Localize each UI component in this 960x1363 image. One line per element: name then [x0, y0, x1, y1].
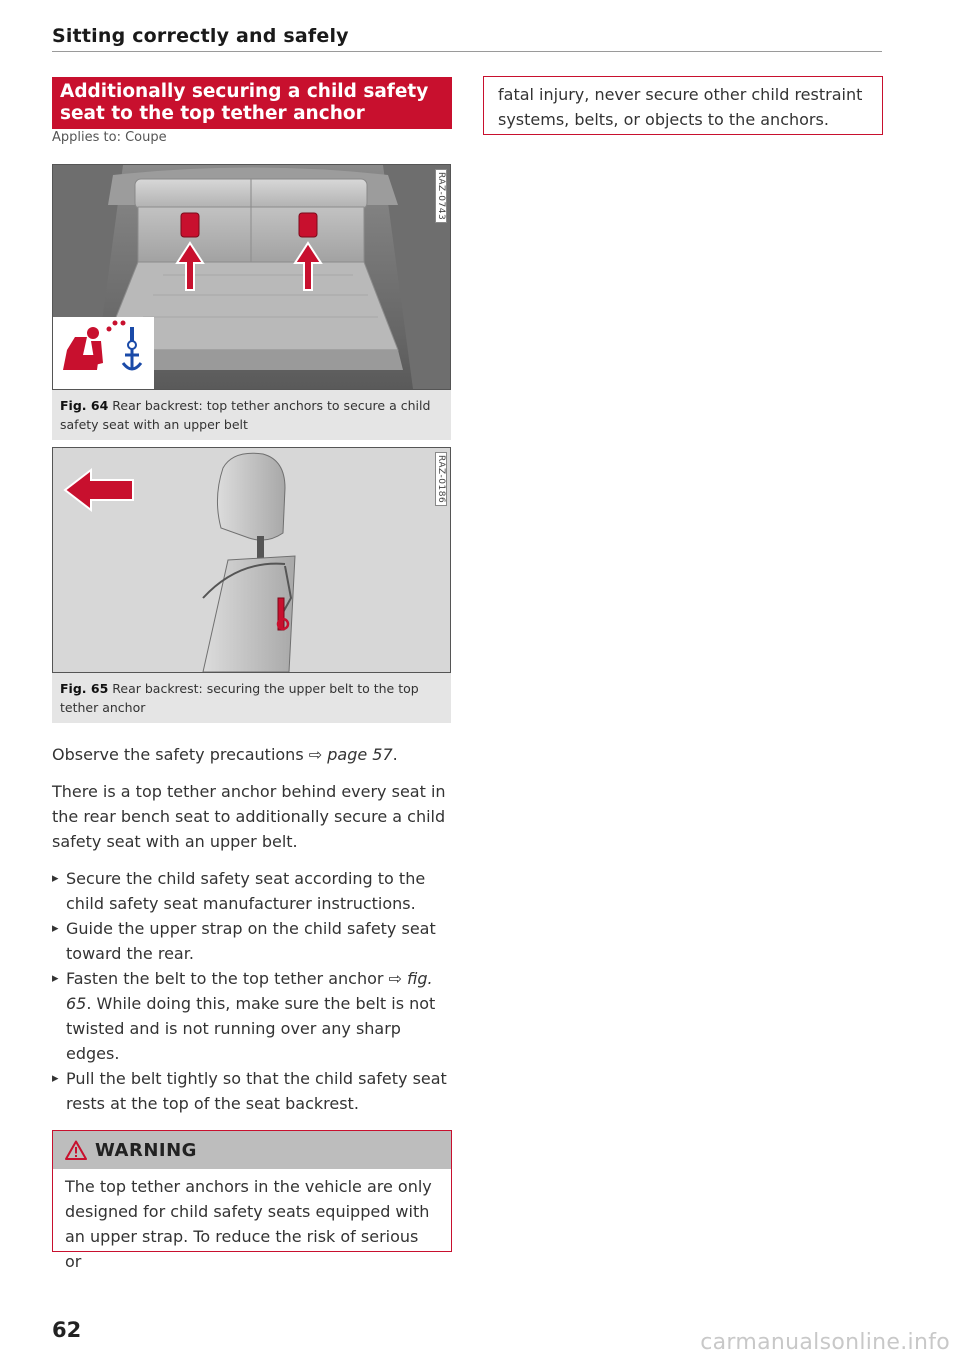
section-heading: Additionally securing a child safety seat to the top tether anchor	[52, 77, 452, 129]
figure-64	[52, 164, 451, 440]
figure-label: Fig. 64	[60, 398, 109, 413]
figure-65-caption	[52, 673, 451, 723]
figure-code: RAZ-0186	[435, 452, 447, 506]
list-item: ▸ Guide the upper strap on the child safety seat toward the rear.	[52, 916, 452, 966]
page-header-title: Sitting correctly and safely	[52, 25, 349, 47]
page-number: 62	[52, 1318, 82, 1342]
figure-64-image	[52, 164, 451, 390]
figure-65	[52, 447, 451, 723]
body-text	[52, 742, 452, 1116]
figure-caption-text: Rear backrest: securing the upper belt to the top tether anchor	[60, 681, 419, 715]
figure-caption-text: Rear backrest: top tether anchors to secure a child safety seat with an upper belt	[60, 398, 431, 432]
figure-label: Fig. 65	[60, 681, 109, 696]
figure-64-caption	[52, 390, 451, 440]
list-item: ▸ Pull the belt tightly so that the child safety seat rests at the top of the seat backrest.	[52, 1066, 452, 1116]
figure-65-image	[52, 447, 451, 673]
observe-paragraph: Observe the safety precautions ⇨ page 57.	[52, 745, 398, 764]
watermark: carmanualsonline.info	[700, 1330, 950, 1355]
applies-to: Applies to: Coupe	[52, 130, 167, 145]
warning-title: WARNING	[95, 1139, 197, 1161]
intro-paragraph: There is a top tether anchor behind every seat in the rear bench seat to additionally secure a child safety seat with an upper belt.	[52, 782, 446, 851]
figure-reference-link[interactable]: ⇨ fig. 65	[66, 969, 433, 1013]
warning-triangle-icon	[65, 1140, 87, 1160]
header-divider	[52, 51, 882, 52]
figure-code: RAZ-0743	[435, 169, 447, 223]
warning-continued-box: fatal injury, never secure other child restraint systems, belts, or objects to the anchors.	[483, 76, 883, 135]
list-item: ▸ Secure the child safety seat according to the child safety seat manufacturer instructions.	[52, 866, 452, 916]
page-reference-link[interactable]: ⇨ page 57	[308, 745, 393, 764]
cargo-area-illustration	[53, 165, 450, 389]
seat-backrest-illustration	[53, 448, 450, 672]
warning-header	[53, 1131, 451, 1169]
step-list	[52, 866, 452, 1116]
list-item: ▸ Fasten the belt to the top tether anchor ⇨ fig. 65. While doing this, make sure the belt is not twisted and is not running over any sharp edges.	[52, 966, 452, 1066]
warning-text: The top tether anchors in the vehicle are only designed for child safety seats equipped with an upper strap. To reduce the risk of serious or	[65, 1177, 432, 1271]
warning-box	[52, 1130, 452, 1271]
